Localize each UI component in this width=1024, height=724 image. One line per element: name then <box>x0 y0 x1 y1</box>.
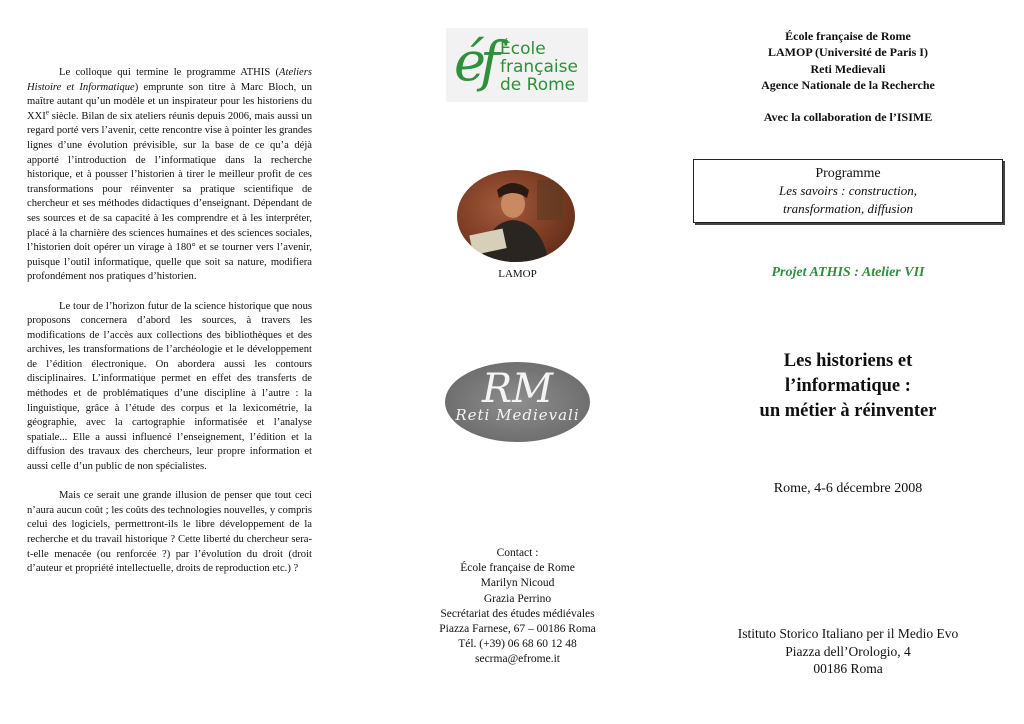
intro-paragraph-1: Le colloque qui termine le programme ATHIS (Ateliers Histoire et Informatique) emprunte son titre à Marc Bloch, un maître autant qu’un modèle et un inspirateur pour les historiens du XXIe siècle. Bilan de six ateliers réunis depuis 2006, mais aussi un regard porté vers l’avenir, cette rencontre vise à pointer les grandes lignes d’une évolution prévisible, sur la base de ce qu’a déjà apporté l’introduction de l’informatique dans la recherche historique, et à pousser l’historien à tirer le meilleur profit de ces transformations pour réinventer sa pratique scientifique de chercheur et ses méthodes didactiques d’enseignant. Dépendant de ses sources et de sa capacité à les comprendre et à les interpréter, placé à la charnière des sciences humaines et des sciences sociales, l’historien doit opérer un virage à 180° et se tourner vers l’avenir, puisque l’outil informatique, quelle que soit sa nature, modifiera profondément nos pratiques d’historien. <box>27 67 313 283</box>
intro-paragraph-3: Mais ce serait une grande illusion de penser que tout ceci n’aura aucun coût ; les coûts des technologies nouvelles, y compris celui des logiciels, permettront-ils le libre développement de la recherche et du travail historique ? Cette liberté du chercheur sera-t-elle menacée (ou renforcée ?) par l’évolution du droit (droit d’auteur et propriété intellectuelle, droits de reproduction etc.) ? <box>27 490 312 575</box>
lamop-caption: LAMOP <box>498 268 537 280</box>
portrait-figure-icon <box>457 170 575 262</box>
contact-block <box>420 546 615 668</box>
ateliers-italic: Ateliers Histoire et Informatique <box>27 67 312 93</box>
conference-title: Les historiens et l’informatique : un métier à réinventer <box>759 351 937 421</box>
contact-person-1: Marilyn Nicoud <box>480 577 555 590</box>
intro-text-column <box>27 66 312 591</box>
contact-institution: École française de Rome <box>460 562 575 575</box>
organizer-2: LAMOP (Université de Paris I) <box>768 45 928 60</box>
rm-logo-name: Reti Medievali <box>455 406 580 424</box>
contact-phone: Tél. (+39) 06 68 60 12 48 <box>458 638 577 651</box>
contact-address: Piazza Farnese, 67 – 00186 Roma <box>439 623 596 636</box>
venue-city: 00186 Roma <box>813 661 883 677</box>
venue-street: Piazza dell’Orologio, 4 <box>785 643 911 659</box>
venue-block <box>693 625 1003 678</box>
organizer-1: École française de Rome <box>785 29 911 43</box>
intro-paragraph-2: Le tour de l’horizon futur de la science historique que nous proposons concernera d’abord les sources, à travers les modifications de l’accès aux collections des bibliothèques et des archives, les transformations de l’archéologie et le développement de l’édition électronique. On abordera aussi les contours disciplinaires. L’informatique permet en effet des transferts de méthodes et de problématiques d’une discipline à l’autre : la linguistique, grâce à l’étude des corpus et la lexicométrie, la géographie, avec la cartographie informatisée et l’analyse spatiale... Elle a aussi influencé l’enseignement, l’édition et la diffusion des travaux des chercheurs, leur propre information et aussi celle d’un public de non spécialistes. <box>27 300 312 473</box>
contact-department: Secrétariat des études médiévales <box>440 607 595 620</box>
venue-name: Istituto Storico Italiano per il Medio Evo <box>737 626 959 641</box>
contact-person-2: Grazia Perrino <box>483 592 552 605</box>
rm-logo-initials: RM <box>481 366 554 412</box>
programme-title: Programme <box>815 166 881 181</box>
efr-logo-text: École française de Rome <box>500 39 578 95</box>
organizer-3: Reti Medievali <box>810 61 886 76</box>
project-athis-label: Projet ATHIS : Atelier VII <box>771 265 925 280</box>
lamop-portrait-image <box>457 170 575 262</box>
conference-dates: Rome, 4-6 décembre 2008 <box>773 481 923 496</box>
programme-box <box>693 159 1003 223</box>
organizer-4: Agence Nationale de la Recherche <box>761 78 935 93</box>
efr-logo-mark: éf <box>454 30 494 93</box>
collaboration-line: Avec la collaboration de l’ISIME <box>763 110 933 124</box>
contact-email[interactable]: secrma@efrome.it <box>475 653 560 666</box>
contact-label: Contact : <box>496 547 539 559</box>
organizers-list <box>693 28 1003 94</box>
programme-subtitle-2: transformation, diffusion <box>782 201 914 216</box>
programme-subtitle-1: Les savoirs : construction, <box>779 183 917 198</box>
reti-medievali-logo <box>445 362 590 442</box>
efr-logo <box>446 28 588 102</box>
